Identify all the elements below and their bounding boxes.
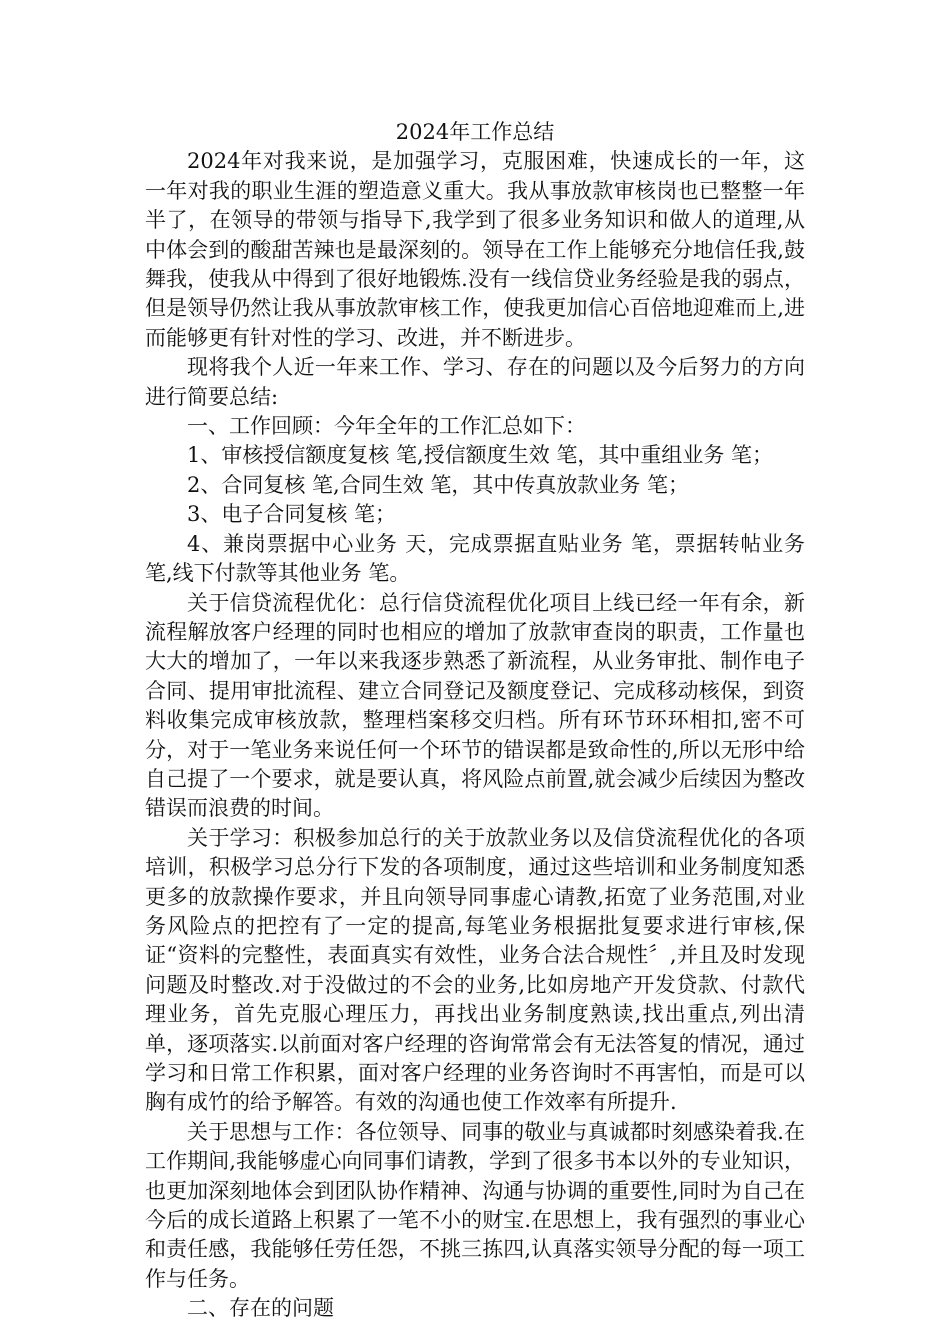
list-item: 2、合同复核 笔,合同生效 笔，其中传真放款业务 笔； — [187, 472, 690, 497]
credit-process-paragraph: 关于信贷流程优化：总行信贷流程优化项目上线已经一年有余，新流程解放客户经理的同时也相应的增加了放款审查岗的职责，工作量也大大的增加了，一年以来我逐步熟悉了新流程，从业务审批、制作电子合同、提用审批流程、建立合同登记及额度登记、完成移动核保，到资料收集完成审核放款，整理档案移交归档。所有环节环环相扣,密不可分，对于一笔业务来说任何一个环节的错误都是致命性的,所以无形中给自己提了一个要求，就是要认真，将风险点前置,就会减少后续因为整改错误而浪费的时间。 — [145, 590, 805, 821]
thought-paragraph: 关于思想与工作：各位领导、同事的敬业与真诚都时刻感染着我.在工作期间,我能够虚心向同事们请教，学到了很多书本以外的专业知识，也更加深刻地体会到团队协作精神、沟通与协调的重要性,同时为自己在今后的成长道路上积累了一笔不小的财宝.在思想上，我有强烈的事业心和责任感，我能够任劳任怨，不挑三拣四,认真落实领导分配的每一项工作与任务。 — [145, 1119, 805, 1291]
document-title: 2024年工作总结 — [395, 120, 555, 144]
learning-paragraph: 关于学习：积极参加总行的关于放款业务以及信贷流程优化的各项培训，积极学习总分行下发的各项制度，通过这些培训和业务制度知悉更多的放款操作要求，并且向领导同事虚心请教,拓宽了业务范围,对业务风险点的把控有了一定的提高,每笔业务根据批复要求进行审核,保证“资料的完整性，表面真实有效性，业务合法合规性〞,并且及时发现问题及时整改.对于没做过的不会的业务,比如房地产开发贷款、付款代理业务，首先克服心理压力，再找出业务制度熟读,找出重点,列出清单，逐项落实.以前面对客户经理的咨询常常会有无法答复的情况，通过学习和日常工作积累，面对客户经理的业务咨询时不再害怕，而是可以胸有成竹的给予解答。有效的沟通也使工作效率有所提升. — [145, 825, 805, 1115]
overview-paragraph: 现将我个人近一年来工作、学习、存在的问题以及今后努力的方向进行简要总结: — [145, 355, 805, 409]
intro-paragraph: 2024年对我来说，是加强学习，克服困难，快速成长的一年，这一年对我的职业生涯的塑造意义重大。我从事放款审核岗也已整整一年半了，在领导的带领与指导下,我学到了很多业务知识和做人的道理,从中体会到的酸甜苦辣也是最深刻的。领导在工作上能够充分地信任我,鼓舞我，使我从中得到了很好地锻炼.没有一线信贷业务经验是我的弱点，但是领导仍然让我从事放款审核工作，使我更加信心百倍地迎难而上,进而能够更有针对性的学习、改进，并不断进步。 — [145, 149, 805, 350]
list-item: 3、电子合同复核 笔； — [187, 502, 397, 527]
list-item: 4、兼岗票据中心业务 天，完成票据直贴业务 笔，票据转帖业务 笔,线下付款等其他业务 笔。 — [145, 531, 805, 586]
list-item: 1、审核授信额度复核 笔,授信额度生效 笔，其中重组业务 笔； — [187, 443, 774, 468]
section-heading-problems: 二、存在的问题 — [187, 1296, 334, 1321]
section-heading-work-review: 一、工作回顾：今年全年的工作汇总如下： — [187, 414, 586, 439]
document-body — [145, 118, 805, 1324]
